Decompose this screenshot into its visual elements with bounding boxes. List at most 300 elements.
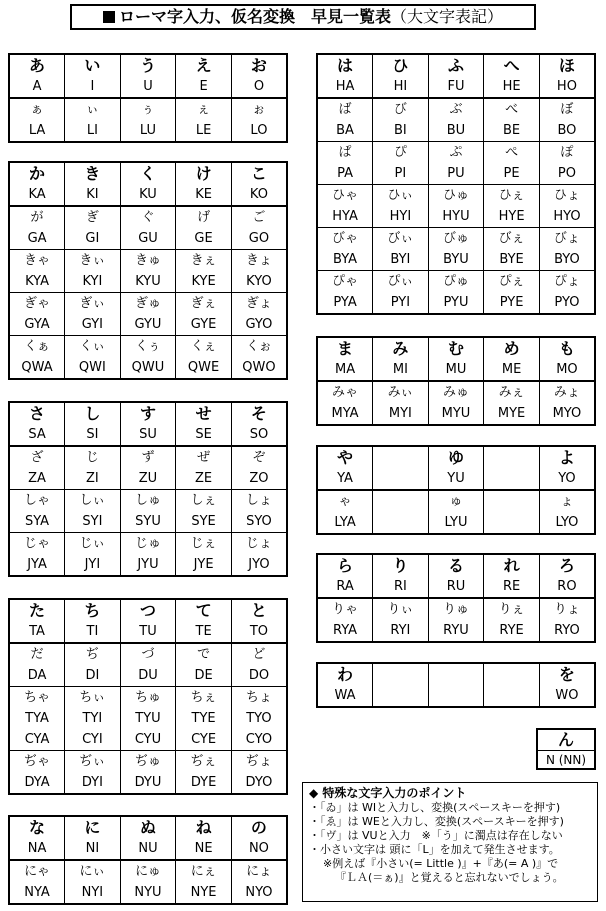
romaji-cell: GO: [231, 228, 287, 250]
romaji-cell: CYU: [120, 729, 176, 751]
kana-cell: ま: [317, 337, 373, 359]
kana-row: [9, 98, 287, 120]
kana-cell: りょ: [539, 598, 595, 620]
kana-cell: しゅ: [120, 490, 176, 512]
kana-cell: づ: [120, 643, 176, 665]
kana-row: [9, 751, 287, 773]
kana-cell: みぃ: [373, 381, 429, 403]
kana-row: [317, 598, 595, 620]
romaji-cell: FU: [428, 76, 484, 98]
romaji-row: [317, 620, 595, 642]
kana-cell: か: [9, 162, 65, 184]
kana-cell: じゅ: [120, 533, 176, 555]
kana-cell: る: [428, 554, 484, 576]
romaji-cell: YO: [539, 468, 595, 490]
kana-row: [9, 687, 287, 709]
kana-cell: ぢ: [65, 643, 121, 665]
kana-cell: しぃ: [65, 490, 121, 512]
kana-row: [317, 490, 595, 512]
kana-cell: きゅ: [120, 250, 176, 272]
romaji-cell: MI: [373, 359, 429, 381]
kana-cell: みぇ: [484, 381, 540, 403]
kana-cell: め: [484, 337, 540, 359]
romaji-row: [9, 76, 287, 98]
kana-cell: れ: [484, 554, 540, 576]
romaji-row: [317, 685, 595, 707]
kana-cell: ぅ: [120, 98, 176, 120]
kana-cell: ぱ: [317, 142, 373, 164]
romaji-cell: KU: [120, 184, 176, 206]
note-line: ・「ヴ」は VUと入力 ※「う」に濁点は存在しない: [309, 829, 563, 842]
romaji-cell: QWI: [65, 357, 121, 379]
romaji-cell: LI: [65, 120, 121, 142]
romaji-cell: HI: [373, 76, 429, 98]
romaji-row: [317, 468, 595, 490]
romaji-cell: PYA: [317, 292, 373, 314]
kana-cell: にゅ: [120, 860, 176, 882]
romaji-cell: DE: [176, 665, 232, 687]
romaji-cell: TA: [9, 621, 65, 643]
kana-cell: ゆ: [428, 446, 484, 468]
romaji-cell: LA: [9, 120, 65, 142]
kana-cell: う: [120, 54, 176, 76]
kana-row: [317, 228, 595, 250]
kana-cell: て: [176, 599, 232, 621]
romaji-cell: BA: [317, 120, 373, 142]
kana-row: [317, 185, 595, 207]
romaji-cell: MYO: [539, 403, 595, 425]
kana-cell: へ: [484, 54, 540, 76]
romaji-row: [317, 206, 595, 228]
romaji-cell: KYE: [176, 271, 232, 293]
kana-cell: [373, 490, 429, 512]
romaji-cell: LYU: [428, 512, 484, 534]
romaji-cell: MYE: [484, 403, 540, 425]
kana-cell: ぴょ: [539, 271, 595, 293]
kana-cell: み: [373, 337, 429, 359]
kana-cell: ちゃ: [9, 687, 65, 709]
romaji-cell: CYO: [231, 729, 287, 751]
kana-cell: ぢぇ: [176, 751, 232, 773]
romaji-cell: NYA: [9, 882, 65, 904]
kana-row: [9, 490, 287, 512]
kana-cell: ぢょ: [231, 751, 287, 773]
romaji-cell: ZU: [120, 468, 176, 490]
kana-cell: ぴぃ: [373, 271, 429, 293]
romaji-cell: LU: [120, 120, 176, 142]
romaji-cell: ZE: [176, 468, 232, 490]
kana-cell: ひゅ: [428, 185, 484, 207]
kana-cell: ひゃ: [317, 185, 373, 207]
romaji-cell: YA: [317, 468, 373, 490]
romaji-cell: ZA: [9, 468, 65, 490]
kana-row: [9, 293, 287, 315]
romaji-cell: TO: [231, 621, 287, 643]
romaji-row: [9, 314, 287, 336]
kana-cell: りぇ: [484, 598, 540, 620]
romaji-row: [317, 292, 595, 314]
kana-cell: も: [539, 337, 595, 359]
table-ha-row: [316, 53, 596, 315]
kana-cell: しぇ: [176, 490, 232, 512]
kana-cell: ざ: [9, 446, 65, 468]
romaji-row: [9, 468, 287, 490]
table-sa-row: [8, 401, 288, 577]
romaji-row: [9, 357, 287, 379]
kana-cell: びゅ: [428, 228, 484, 250]
kana-cell: みょ: [539, 381, 595, 403]
kana-cell: きょ: [231, 250, 287, 272]
romaji-cell: NE: [176, 838, 232, 860]
kana-cell: じぇ: [176, 533, 232, 555]
romaji-cell: ME: [484, 359, 540, 381]
romaji-cell: DYO: [231, 772, 287, 794]
romaji-cell: NYI: [65, 882, 121, 904]
romaji-row: [9, 665, 287, 687]
kana-cell: ぴ: [373, 142, 429, 164]
romaji-cell: GYU: [120, 314, 176, 336]
romaji-cell: SYE: [176, 511, 232, 533]
romaji-cell: WO: [539, 685, 595, 707]
kana-cell: びぇ: [484, 228, 540, 250]
romaji-cell: HYI: [373, 206, 429, 228]
romaji-cell: QWE: [176, 357, 232, 379]
kana-cell: ひょ: [539, 185, 595, 207]
romaji-cell: GYE: [176, 314, 232, 336]
romaji-cell: SI: [65, 424, 121, 446]
romaji-cell: HYA: [317, 206, 373, 228]
kana-row: [317, 142, 595, 164]
romaji-row: [317, 359, 595, 381]
romaji-row: [317, 403, 595, 425]
kana-cell: ぃ: [65, 98, 121, 120]
kana-cell: ぎぃ: [65, 293, 121, 315]
kana-cell: ちょ: [231, 687, 287, 709]
romaji-cell: SYA: [9, 511, 65, 533]
kana-cell: くぉ: [231, 336, 287, 358]
romaji-cell: [373, 468, 429, 490]
table-ka-row: [8, 161, 288, 380]
kana-cell: [484, 446, 540, 468]
kana-cell: べ: [484, 98, 540, 120]
kana-cell: の: [231, 816, 287, 838]
kana-row: [9, 599, 287, 621]
kana-row: [317, 554, 595, 576]
kana-cell: ず: [120, 446, 176, 468]
kana-cell: せ: [176, 402, 232, 424]
romaji-cell: KI: [65, 184, 121, 206]
kana-cell: げ: [176, 206, 232, 228]
kana-cell: よ: [539, 446, 595, 468]
romaji-cell: BI: [373, 120, 429, 142]
romaji-cell: PO: [539, 163, 595, 185]
romaji-cell: JYU: [120, 554, 176, 576]
kana-cell: ち: [65, 599, 121, 621]
romaji-row: [317, 163, 595, 185]
romaji-cell: TYE: [176, 708, 232, 729]
romaji-row: [9, 271, 287, 293]
romaji-cell: PU: [428, 163, 484, 185]
romaji-cell: RE: [484, 576, 540, 598]
romaji-cell: NI: [65, 838, 121, 860]
romaji-cell: E: [176, 76, 232, 98]
romaji-row: [9, 424, 287, 446]
romaji-cell: LE: [176, 120, 232, 142]
romaji-cell: TYU: [120, 708, 176, 729]
romaji-cell: DYE: [176, 772, 232, 794]
kana-cell: りゅ: [428, 598, 484, 620]
kana-cell: びゃ: [317, 228, 373, 250]
romaji-row: [317, 76, 595, 98]
romaji-cell: MU: [428, 359, 484, 381]
romaji-cell: BYA: [317, 249, 373, 271]
romaji-cell: DU: [120, 665, 176, 687]
romaji-row: [317, 120, 595, 142]
kana-cell: にょ: [231, 860, 287, 882]
kana-cell: びぃ: [373, 228, 429, 250]
romaji-cell: KYI: [65, 271, 121, 293]
kana-cell: ぢゃ: [9, 751, 65, 773]
n-kana: ん: [538, 730, 594, 751]
kana-cell: ぁ: [9, 98, 65, 120]
romaji-cell: GE: [176, 228, 232, 250]
romaji-cell: HA: [317, 76, 373, 98]
romaji-cell: JYE: [176, 554, 232, 576]
romaji-row: [9, 228, 287, 250]
romaji-cell: TU: [120, 621, 176, 643]
romaji-cell: RYA: [317, 620, 373, 642]
romaji-cell: QWA: [9, 357, 65, 379]
romaji-row: [9, 838, 287, 860]
romaji-cell: HYU: [428, 206, 484, 228]
romaji-cell: TYO: [231, 708, 287, 729]
romaji-row: [9, 729, 287, 751]
kana-cell: [428, 663, 484, 685]
kana-cell: きぇ: [176, 250, 232, 272]
kana-cell: に: [65, 816, 121, 838]
kana-row: [9, 643, 287, 665]
romaji-cell: BYI: [373, 249, 429, 271]
romaji-cell: DYI: [65, 772, 121, 794]
romaji-cell: KYO: [231, 271, 287, 293]
kana-cell: び: [373, 98, 429, 120]
romaji-cell: CYE: [176, 729, 232, 751]
romaji-row: [9, 882, 287, 904]
note-line: ・「ゑ」は WEと入力し、変換(スペースキーを押す): [309, 815, 564, 828]
romaji-cell: YU: [428, 468, 484, 490]
kana-cell: ひ: [373, 54, 429, 76]
kana-row: [9, 402, 287, 424]
kana-cell: ひぃ: [373, 185, 429, 207]
romaji-cell: NU: [120, 838, 176, 860]
romaji-cell: KE: [176, 184, 232, 206]
kana-row: [9, 446, 287, 468]
kana-row: [9, 533, 287, 555]
kana-cell: みゅ: [428, 381, 484, 403]
romaji-cell: PYU: [428, 292, 484, 314]
romaji-cell: GYO: [231, 314, 287, 336]
kana-row: [9, 816, 287, 838]
kana-cell: みゃ: [317, 381, 373, 403]
page-title: [70, 4, 536, 30]
kana-cell: ぺ: [484, 142, 540, 164]
romaji-cell: JYA: [9, 554, 65, 576]
romaji-cell: SYI: [65, 511, 121, 533]
romaji-cell: [484, 512, 540, 534]
romaji-cell: LO: [231, 120, 287, 142]
table-wa-row: [316, 662, 596, 708]
romaji-row: [317, 576, 595, 598]
romaji-cell: GU: [120, 228, 176, 250]
romaji-cell: KYU: [120, 271, 176, 293]
romaji-cell: TI: [65, 621, 121, 643]
romaji-cell: SA: [9, 424, 65, 446]
kana-cell: にぇ: [176, 860, 232, 882]
kana-cell: しょ: [231, 490, 287, 512]
kana-cell: ぽ: [539, 142, 595, 164]
romaji-cell: PYI: [373, 292, 429, 314]
kana-cell: ゃ: [317, 490, 373, 512]
romaji-cell: PA: [317, 163, 373, 185]
romaji-cell: RO: [539, 576, 595, 598]
romaji-cell: I: [65, 76, 121, 98]
kana-row: [317, 446, 595, 468]
romaji-cell: BO: [539, 120, 595, 142]
kana-cell: ば: [317, 98, 373, 120]
romaji-cell: GYA: [9, 314, 65, 336]
kana-cell: を: [539, 663, 595, 685]
kana-cell: ど: [231, 643, 287, 665]
romaji-cell: O: [231, 76, 287, 98]
kana-cell: ひぇ: [484, 185, 540, 207]
kana-cell: や: [317, 446, 373, 468]
romaji-cell: [373, 512, 429, 534]
kana-cell: にぃ: [65, 860, 121, 882]
table-ta-row: [8, 598, 288, 795]
kana-cell: くぇ: [176, 336, 232, 358]
romaji-cell: SU: [120, 424, 176, 446]
romaji-cell: TYI: [65, 708, 121, 729]
romaji-cell: MYU: [428, 403, 484, 425]
table-a-row: [8, 53, 288, 143]
romaji-cell: BYO: [539, 249, 595, 271]
romaji-cell: SYO: [231, 511, 287, 533]
romaji-cell: SO: [231, 424, 287, 446]
romaji-row: [9, 621, 287, 643]
romaji-cell: HO: [539, 76, 595, 98]
kana-row: [317, 54, 595, 76]
kana-cell: と: [231, 599, 287, 621]
romaji-cell: RYU: [428, 620, 484, 642]
kana-cell: じ: [65, 446, 121, 468]
kana-cell: は: [317, 54, 373, 76]
romaji-cell: U: [120, 76, 176, 98]
kana-row: [9, 54, 287, 76]
romaji-cell: ZI: [65, 468, 121, 490]
kana-cell: きゃ: [9, 250, 65, 272]
note-line: ・小さい文字は 頭に「L」を加えて発生させます。: [309, 843, 560, 856]
kana-cell: ぎょ: [231, 293, 287, 315]
romaji-row: [317, 512, 595, 534]
kana-cell: そ: [231, 402, 287, 424]
romaji-cell: BU: [428, 120, 484, 142]
kana-row: [9, 162, 287, 184]
kana-cell: ぞ: [231, 446, 287, 468]
kana-cell: しゃ: [9, 490, 65, 512]
kana-cell: [484, 490, 540, 512]
kana-cell: ぜ: [176, 446, 232, 468]
romaji-cell: PI: [373, 163, 429, 185]
kana-cell: ぎぇ: [176, 293, 232, 315]
table-ya-row: [316, 445, 596, 535]
kana-cell: くぅ: [120, 336, 176, 358]
kana-cell: ちゅ: [120, 687, 176, 709]
kana-row: [317, 98, 595, 120]
romaji-cell: SE: [176, 424, 232, 446]
kana-cell: こ: [231, 162, 287, 184]
romaji-row: [9, 708, 287, 729]
kana-cell: さ: [9, 402, 65, 424]
romaji-cell: PE: [484, 163, 540, 185]
romaji-cell: ZO: [231, 468, 287, 490]
romaji-cell: MYA: [317, 403, 373, 425]
romaji-cell: SYU: [120, 511, 176, 533]
romaji-cell: DYU: [120, 772, 176, 794]
special-input-notes: [302, 782, 598, 902]
kana-cell: え: [176, 54, 232, 76]
n-box: [536, 728, 596, 770]
kana-cell: きぃ: [65, 250, 121, 272]
kana-cell: あ: [9, 54, 65, 76]
note-line: ・「ゐ」は WIと入力し、変換(スペースキーを押す): [309, 801, 561, 814]
romaji-cell: NO: [231, 838, 287, 860]
romaji-cell: [373, 685, 429, 707]
kana-row: [9, 860, 287, 882]
kana-cell: ぴゃ: [317, 271, 373, 293]
romaji-cell: [484, 685, 540, 707]
kana-cell: ぼ: [539, 98, 595, 120]
romaji-cell: PYO: [539, 292, 595, 314]
kana-cell: し: [65, 402, 121, 424]
kana-cell: ちぇ: [176, 687, 232, 709]
kana-cell: ちぃ: [65, 687, 121, 709]
kana-cell: [484, 663, 540, 685]
romaji-cell: QWO: [231, 357, 287, 379]
kana-row: [317, 337, 595, 359]
kana-cell: ぎ: [65, 206, 121, 228]
kana-cell: ぎゅ: [120, 293, 176, 315]
kana-cell: で: [176, 643, 232, 665]
romaji-cell: LYO: [539, 512, 595, 534]
kana-cell: つ: [120, 599, 176, 621]
romaji-cell: HYE: [484, 206, 540, 228]
romaji-cell: CYI: [65, 729, 121, 751]
romaji-row: [9, 184, 287, 206]
romaji-cell: GYI: [65, 314, 121, 336]
note-line: ※例えば『小さい(= Little )』+『あ(= A )』で: [323, 857, 559, 870]
kana-cell: じょ: [231, 533, 287, 555]
kana-row: [9, 206, 287, 228]
romaji-cell: LYA: [317, 512, 373, 534]
romaji-cell: RYI: [373, 620, 429, 642]
romaji-row: [9, 772, 287, 794]
kana-cell: く: [120, 162, 176, 184]
kana-cell: ぬ: [120, 816, 176, 838]
kana-cell: にゃ: [9, 860, 65, 882]
table-ma-row: [316, 336, 596, 426]
romaji-row: [9, 511, 287, 533]
romaji-cell: [484, 468, 540, 490]
